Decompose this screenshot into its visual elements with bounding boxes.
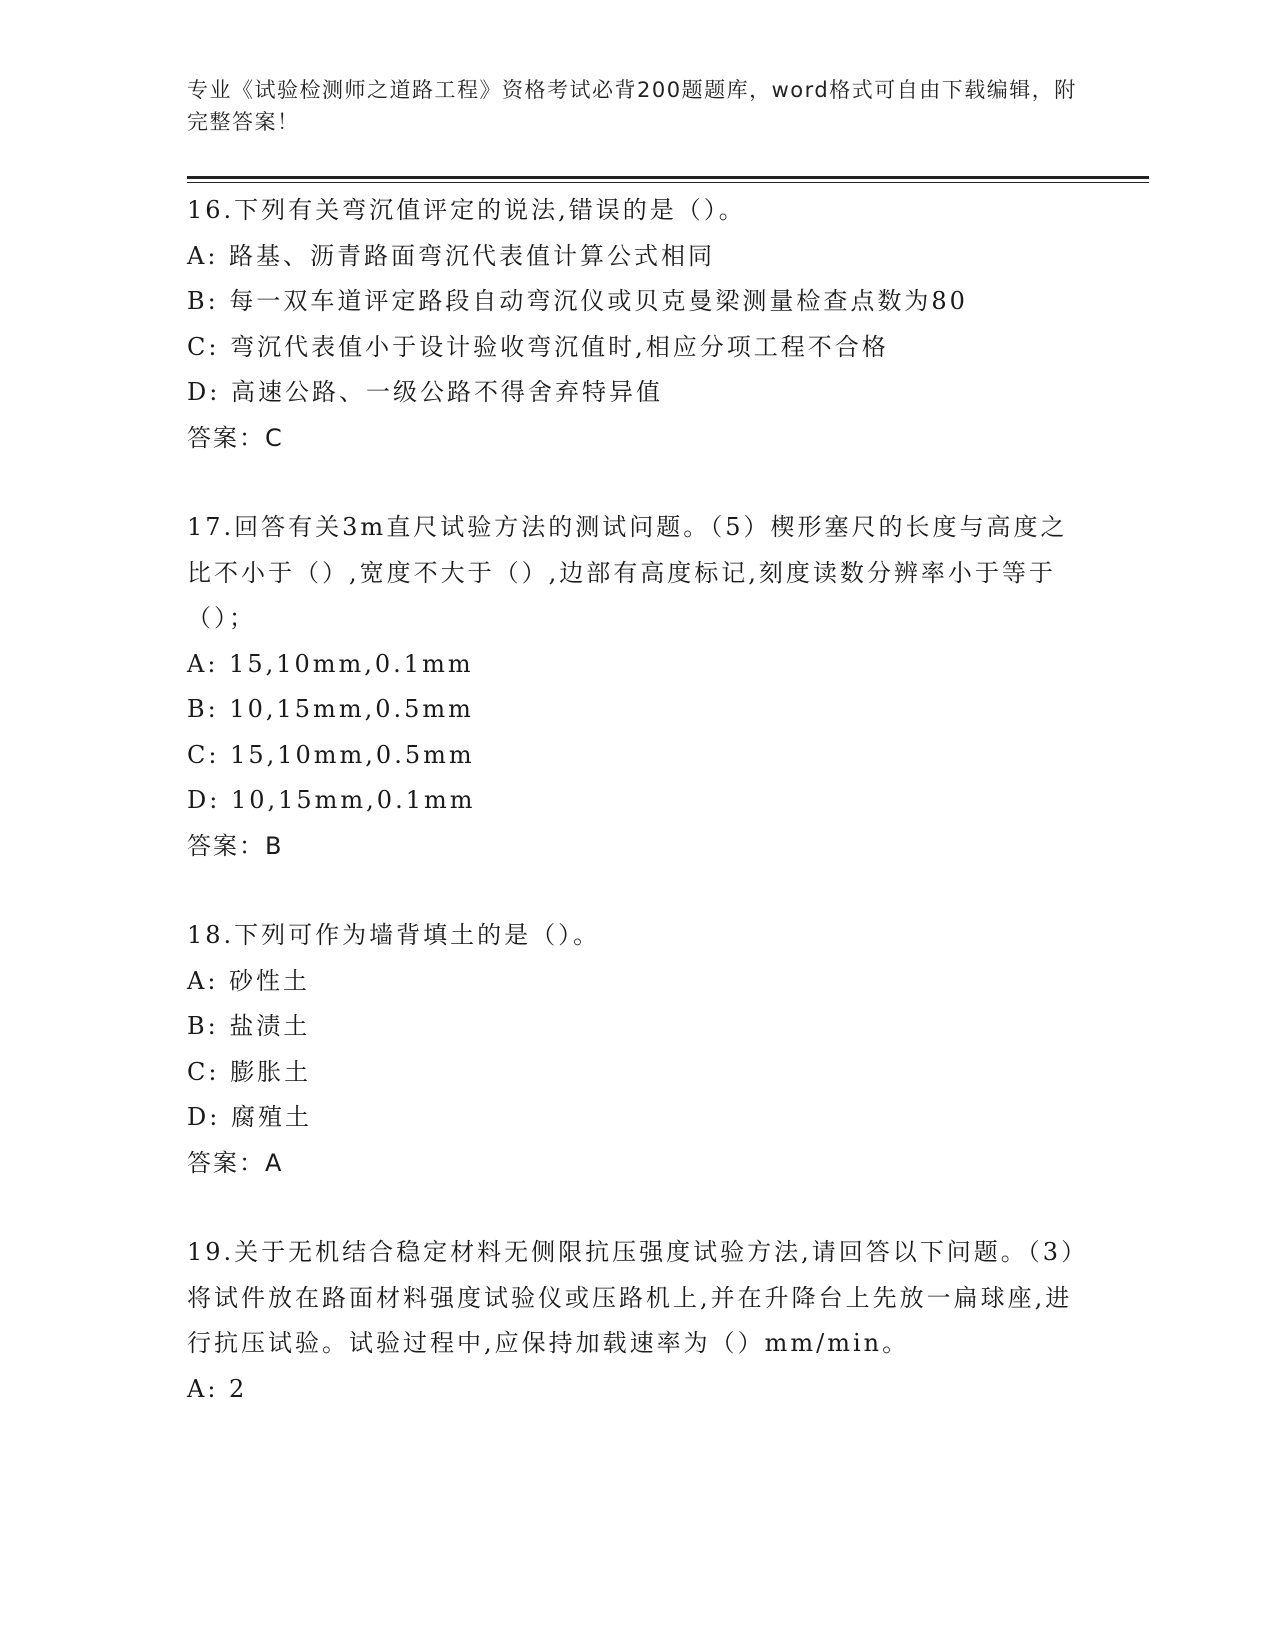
answer-line: 答案：B — [187, 831, 284, 860]
question-stem: 16.下列有关弯沉值评定的说法,错误的是（）。 — [187, 196, 746, 224]
answer-line: 答案：C — [187, 423, 284, 452]
option-d: D: 高速公路、一级公路不得舍弃特异值 — [187, 378, 663, 406]
question-list — [187, 188, 1087, 1456]
question-18 — [187, 913, 1087, 1186]
option-c: C: 15,10mm,0.5mm — [187, 740, 475, 769]
option-a: A: 15,10mm,0.1mm — [187, 649, 474, 678]
option-b: B: 每一双车道评定路段自动弯沉仪或贝克曼梁测量检查点数为80 — [187, 287, 968, 315]
question-19 — [187, 1230, 1087, 1412]
question-17 — [187, 505, 1087, 869]
option-c: C: 膨胀土 — [187, 1057, 312, 1086]
option-a: A: 2 — [187, 1374, 248, 1403]
option-c: C: 弯沉代表值小于设计验收弯沉值时,相应分项工程不合格 — [187, 332, 889, 361]
answer-line: 答案：A — [187, 1148, 284, 1177]
header-divider-thick — [187, 176, 1149, 179]
option-a: A: 砂性土 — [187, 966, 311, 995]
question-stem: 18.下列可作为墙背填土的是（）。 — [187, 921, 601, 949]
header-title: 专业《试验检测师之道路工程》资格考试必背200题题库，word格式可自由下载编辑，附完整答案！ — [187, 78, 1077, 134]
header-divider-thin — [187, 182, 1149, 183]
question-stem: 17.回答有关3m直尺试验方法的测试问题。（5）楔形塞尺的长度与高度之比不小于（）,宽度不大于（）,边部有高度标记,刻度读数分辨率小于等于（）； — [187, 513, 1068, 632]
option-b: B: 10,15mm,0.5mm — [187, 695, 474, 723]
option-d: D: 腐殖土 — [187, 1103, 312, 1131]
option-b: B: 盐渍土 — [187, 1012, 311, 1040]
question-16 — [187, 188, 1087, 461]
question-stem: 19.关于无机结合稳定材料无侧限抗压强度试验方法,请回答以下问题。（3）将试件放在路面材料强度试验仪或压路机上,并在升降台上先放一扁球座,进行抗压试验。试验过程中,应保持加载速率为（）mm/min。 — [187, 1238, 1077, 1357]
option-d: D: 10,15mm,0.1mm — [187, 786, 476, 814]
option-a: A: 路基、沥青路面弯沉代表值计算公式相同 — [187, 241, 716, 270]
document-header — [187, 74, 1087, 138]
